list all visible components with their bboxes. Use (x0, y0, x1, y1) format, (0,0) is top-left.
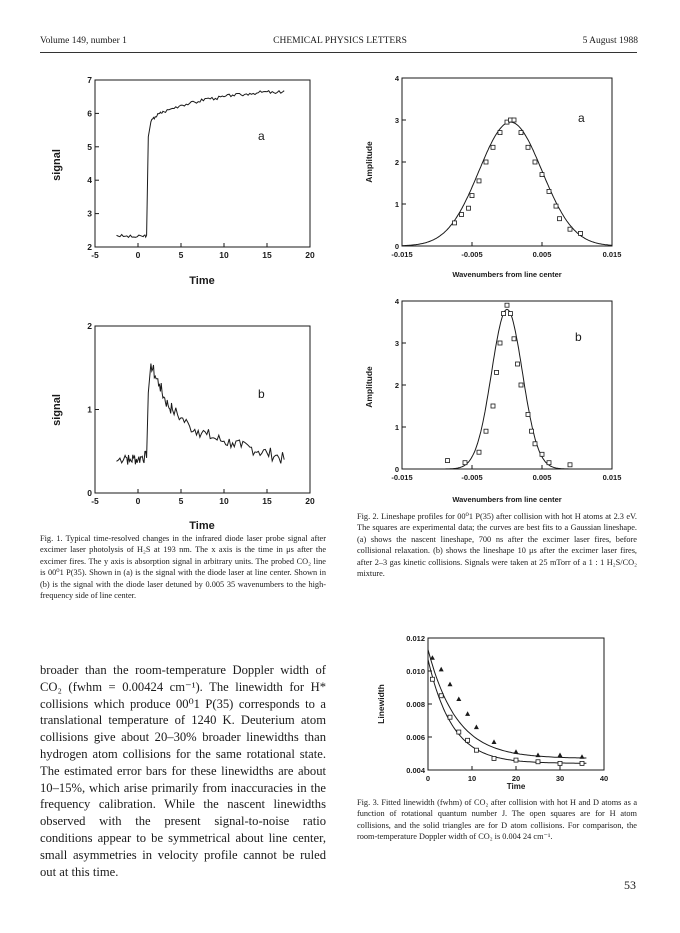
y-tick-label: 3 (87, 208, 92, 219)
x-tick-label: -5 (91, 496, 99, 506)
fig2b-ylabel: Amplitude (364, 366, 374, 408)
data-point-square (484, 160, 488, 164)
y-tick-label: 1 (394, 200, 399, 209)
d-atom-triangle-point (536, 753, 541, 758)
fig3-chart (360, 632, 630, 792)
data-point-square (547, 461, 551, 465)
body-paragraph (40, 662, 326, 880)
fig1-caption-text: Fig. 1. Typical time-resolved changes in the infrared diode laser probe signal after excimer laser photolysis of H₂S at 193 nm. The x axis is the time in μs after the excimer fires. The y axis is absorption signal in arbitrary units. The probed CO₂ line is 00⁰1 P(35). Shown in (a) is the signal with the diode laser at line center. Shown in (b) is the signal with the diode laser detuned by 0.005 35 wavenumbers to the high-frequency side of line center. (40, 534, 326, 601)
x-tick-label: 40 (599, 774, 609, 783)
data-point-square (477, 179, 481, 183)
fig3-ylabel: Linewidth (376, 684, 386, 724)
data-point-square (460, 213, 464, 217)
x-tick-label: 5 (178, 250, 184, 260)
fig2a-chart (360, 72, 650, 284)
x-tick-label: 10 (219, 496, 229, 506)
fig1a-frame (95, 80, 310, 247)
h-atom-square-point (558, 761, 562, 765)
data-point-square (446, 459, 450, 463)
d-atom-triangle-point (474, 725, 479, 730)
data-point-square (512, 337, 516, 341)
x-tick-label: 20 (305, 496, 315, 506)
fig1a-panel-label: a (258, 129, 265, 143)
h-atom-square-point (580, 761, 584, 765)
y-tick-label: 0 (87, 488, 92, 498)
y-tick-label: 3 (394, 116, 399, 125)
fig2-caption-text: Fig. 2. Lineshape profiles for 00⁰1 P(35) after collision with hot H atoms at 2.3 eV. The squares are experimental data; the curves are best fits to a Gaussian lineshape. (a) shows the nascent lineshape, 700 ns after the excimer laser fires, before collisional relaxation. (b) shows the lineshape 10 μs after the excimer laser fires, after 2–3 gas kinetic collisions. Signals were taken at 25 mTorr of a 1 : 1 H₂S/CO₂ mixture. (357, 512, 637, 579)
data-point-square (470, 194, 474, 198)
data-point-square (453, 221, 457, 225)
fig3-xlabel: Time (506, 782, 526, 791)
x-tick-label: 30 (555, 774, 565, 783)
fig1a-ylabel: signal (51, 149, 63, 181)
y-tick-label: 0.004 (406, 766, 425, 775)
x-tick-label: -0.015 (391, 250, 413, 259)
x-tick-label: 0.015 (602, 250, 622, 259)
data-point-square (505, 303, 509, 307)
data-point-square (498, 341, 502, 345)
fig2b-chart (360, 295, 650, 507)
fig2b-panel-label: b (575, 330, 582, 344)
h-atom-square-point (466, 738, 470, 742)
signal-trace (117, 91, 285, 238)
data-point-square (554, 204, 558, 208)
data-point-square (498, 131, 502, 135)
h-atom-square-point (457, 730, 461, 734)
y-tick-label: 0.008 (406, 700, 425, 709)
x-tick-label: 10 (467, 774, 477, 783)
y-tick-label: 2 (394, 158, 399, 167)
data-point-square (491, 145, 495, 149)
h-atom-square-point (439, 694, 443, 698)
data-point-square (579, 231, 583, 235)
data-point-square (467, 206, 471, 210)
fig2a-ylabel: Amplitude (364, 141, 374, 183)
data-point-square (558, 217, 562, 221)
header-journal: CHEMICAL PHYSICS LETTERS (273, 36, 407, 46)
x-tick-label: 20 (511, 774, 521, 783)
fig1b-panel-label: b (258, 387, 265, 401)
y-tick-label: 4 (87, 175, 92, 186)
h-atom-square-point (536, 760, 540, 764)
data-point-square (568, 227, 572, 231)
y-tick-label: 4 (394, 297, 399, 306)
x-tick-label: 0.005 (532, 250, 552, 259)
data-point-square (512, 118, 516, 122)
d-atom-triangle-point (580, 754, 585, 759)
data-point-square (568, 463, 572, 467)
fig2b-frame (402, 301, 612, 469)
data-point-square (540, 452, 544, 456)
y-tick-label: 1 (394, 423, 399, 432)
x-tick-label: 0.015 (602, 473, 622, 482)
d-atom-triangle-point (514, 749, 519, 754)
y-tick-label: 7 (87, 75, 92, 85)
header-date: 5 August 1988 (582, 36, 638, 46)
x-tick-label: 20 (305, 250, 315, 260)
y-tick-label: 2 (87, 321, 92, 331)
x-tick-label: 0.005 (532, 473, 552, 482)
y-tick-label: 5 (87, 141, 92, 152)
fig2a-panel-label: a (578, 111, 585, 125)
x-tick-label: 15 (262, 496, 272, 506)
data-point-square (519, 131, 523, 135)
d-atom-triangle-point (456, 696, 461, 701)
fig1b-ylabel: signal (51, 394, 63, 426)
data-point-square (526, 412, 530, 416)
data-point-square (530, 429, 534, 433)
data-point-square (547, 189, 551, 193)
x-tick-label: 0 (135, 496, 141, 506)
fig2a-frame (402, 78, 612, 246)
y-tick-label: 0.006 (406, 733, 425, 742)
x-tick-label: 0 (135, 250, 141, 260)
data-point-square (491, 404, 495, 408)
d-atom-triangle-point (448, 682, 453, 687)
header-rule (40, 52, 637, 53)
d-atom-triangle-point (492, 739, 497, 744)
fig3-caption-text: Fig. 3. Fitted linewidth (fwhm) of CO₂ after collision with hot H and D atoms as a function of rotational quantum number J. The open squares are for H atom collisions, and the solid triangles are for D atom collisions. For comparison, the room-temperature Doppler width of CO₂ is 0.004 24 cm⁻¹. (357, 798, 637, 842)
y-tick-label: 0 (394, 242, 399, 251)
y-tick-label: 0.010 (406, 667, 425, 676)
y-tick-label: 4 (394, 74, 399, 83)
x-tick-label: -0.005 (461, 473, 483, 482)
data-point-square (502, 312, 506, 316)
x-tick-label: 0 (425, 774, 431, 783)
fig1b-frame (95, 326, 310, 493)
y-tick-label: 0 (394, 465, 399, 474)
fig2b-xlabel: Wavenumbers from line center (452, 495, 562, 504)
y-tick-label: 2 (394, 381, 399, 390)
data-point-square (463, 461, 467, 465)
data-point-square (516, 362, 520, 366)
data-point-square (509, 312, 513, 316)
data-point-square (526, 145, 530, 149)
fig1-caption (40, 533, 326, 601)
gaussian-fit-curve (402, 122, 612, 246)
h-atom-square-point (474, 748, 478, 752)
y-tick-label: 3 (394, 339, 399, 348)
header-volume: Volume 149, number 1 (40, 36, 127, 46)
fig2a-xlabel: Wavenumbers from line center (452, 270, 562, 279)
y-tick-label: 2 (87, 242, 92, 252)
h-atom-square-point (492, 756, 496, 760)
fig1a-chart (40, 70, 330, 290)
h-atom-square-point (514, 758, 518, 762)
x-tick-label: 10 (219, 250, 229, 260)
d-atom-triangle-point (439, 667, 444, 672)
data-point-square (533, 160, 537, 164)
fig2-caption (357, 511, 637, 579)
x-tick-label: 15 (262, 250, 272, 260)
x-tick-label: -5 (91, 250, 99, 260)
fig3-caption (357, 797, 637, 843)
x-tick-label: -0.005 (461, 250, 483, 259)
fig1b-xlabel: Time (189, 520, 215, 532)
data-point-square (533, 442, 537, 446)
y-tick-label: 6 (87, 108, 92, 119)
h-atom-square-point (448, 715, 452, 719)
linewidth-fit-curve (428, 650, 586, 759)
y-tick-label: 1 (87, 404, 92, 415)
page-number: 53 (624, 878, 636, 892)
signal-trace (117, 364, 285, 465)
d-atom-triangle-point (558, 753, 563, 758)
x-tick-label: -0.015 (391, 473, 413, 482)
d-atom-triangle-point (465, 711, 470, 716)
fig1a-xlabel: Time (189, 275, 215, 287)
data-point-square (477, 450, 481, 454)
data-point-square (495, 370, 499, 374)
data-point-square (484, 429, 488, 433)
fig1b-chart (40, 318, 330, 536)
h-atom-square-point (430, 677, 434, 681)
body-text: broader than the room-temperature Doppler width of CO₂ (fwhm = 0.00424 cm⁻¹). The linewidth for H* collisions which produce 00⁰1 P(35) corresponds to a translational temperature of 1240 K. Deuterium atom collisions give about 20–30% broader linewidths than hydrogen atom collisions for the same rotational state. The estimated error bars for these linewidths are about 10–15%, which arise primarily from inaccuracies in the frequency calibration. While the nascent linewidths observed with the present signal-to-noise ratio conditions appear to be symmetrical about line center, small asymmetries in velocity profile cannot be ruled out at this time. (40, 663, 326, 879)
data-point-square (519, 383, 523, 387)
y-tick-label: 0.012 (406, 634, 425, 643)
x-tick-label: 5 (178, 496, 184, 506)
data-point-square (540, 173, 544, 177)
